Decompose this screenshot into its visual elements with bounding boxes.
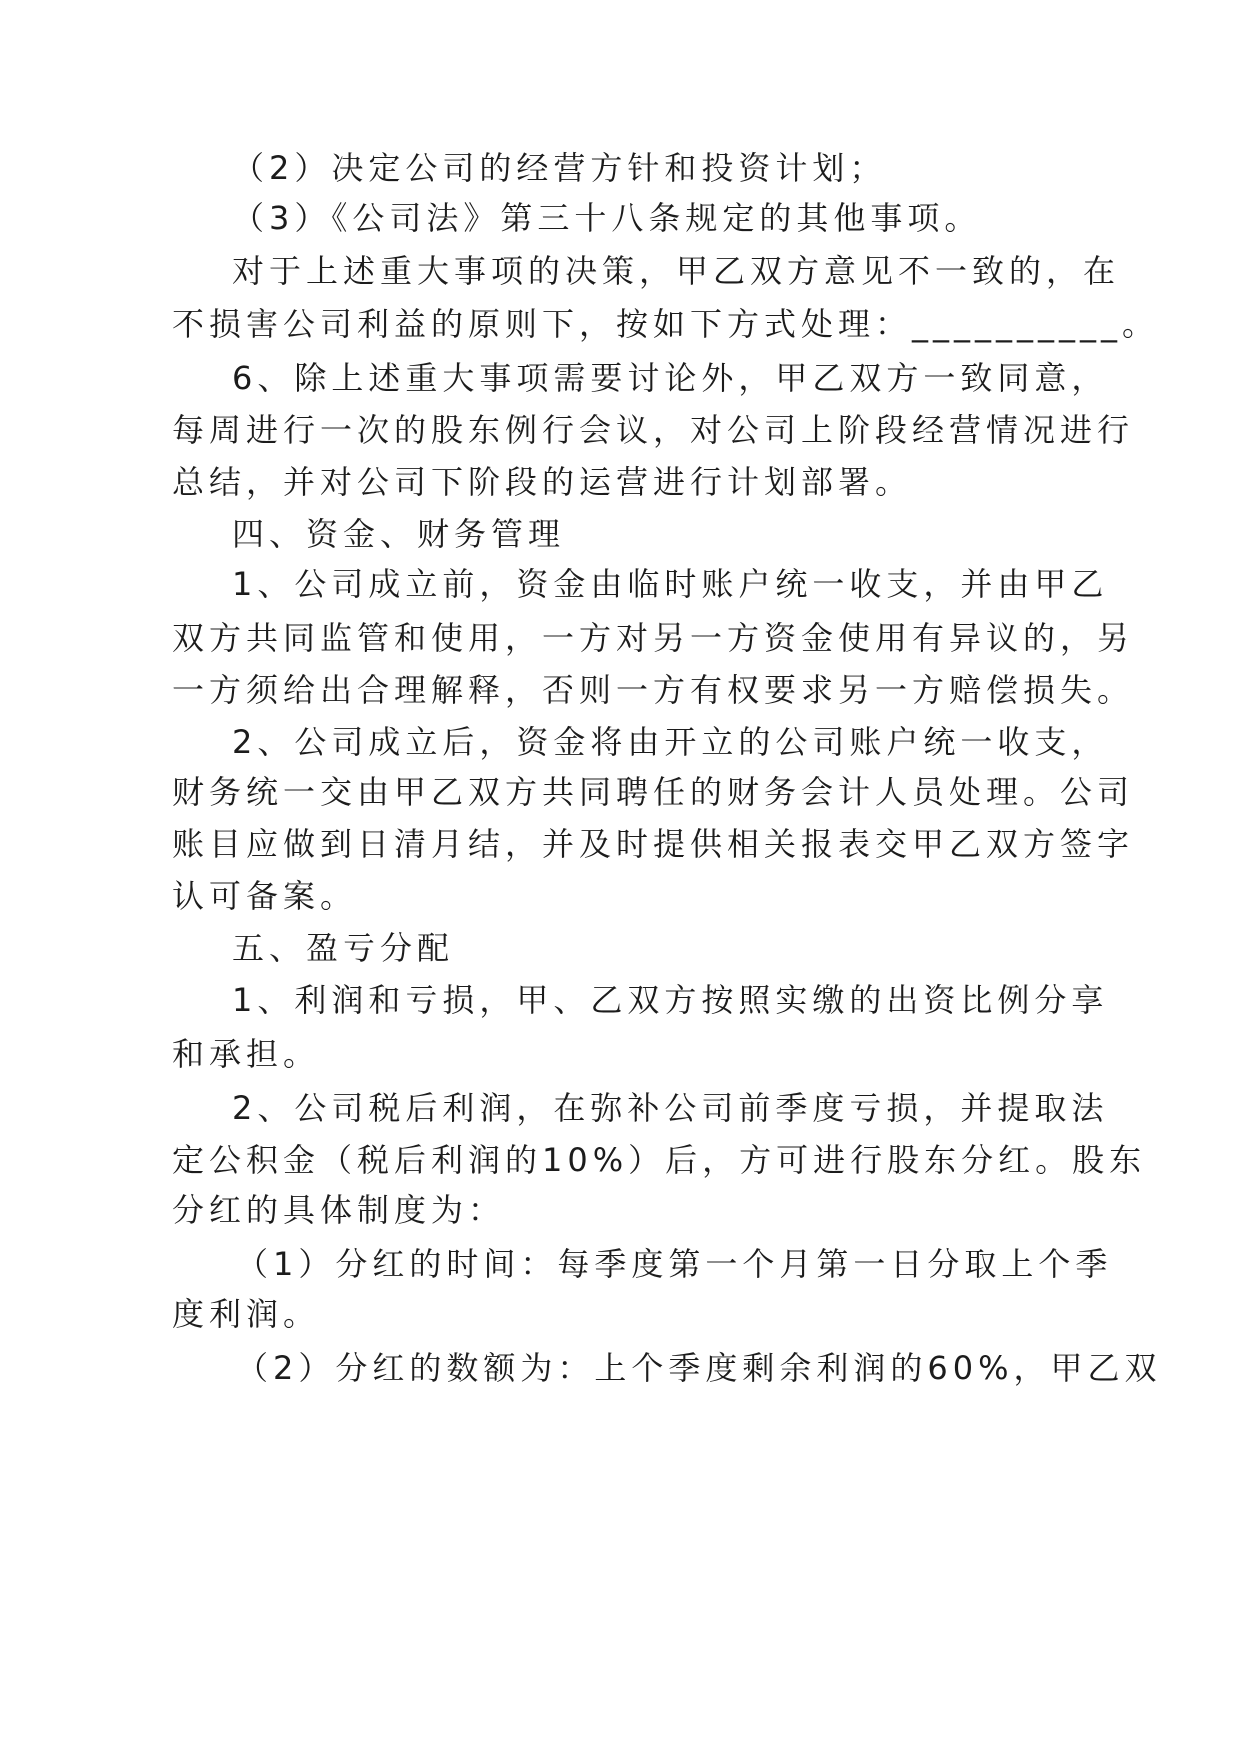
text-line: 6、除上述重大事项需要讨论外，甲乙双方一致同意， xyxy=(232,359,1109,397)
text-line: 2、公司税后利润，在弥补公司前季度亏损，并提取法 xyxy=(232,1089,1109,1127)
text-line: 账目应做到日清月结，并及时提供相关报表交甲乙双方签字 xyxy=(172,825,1135,863)
text-line: 1、公司成立前，资金由临时账户统一收支，并由甲乙 xyxy=(232,565,1109,603)
section-heading: 五、盈亏分配 xyxy=(232,929,455,967)
text-line: 和承担。 xyxy=(172,1035,321,1073)
text-line: 总结，并对公司下阶段的运营进行计划部署。 xyxy=(172,463,913,501)
text-line: 认可备案。 xyxy=(172,877,358,915)
text-line: 每周进行一次的股东例行会议，对公司上阶段经营情况进行 xyxy=(172,411,1135,449)
text-line: 一方须给出合理解释，否则一方有权要求另一方赔偿损失。 xyxy=(172,671,1135,709)
section-heading: 四、资金、财务管理 xyxy=(232,515,566,553)
text-line: 双方共同监管和使用，一方对另一方资金使用有异议的，另 xyxy=(172,619,1135,657)
text-line: 不损害公司利益的原则下，按如下方式处理：__________。 xyxy=(172,305,1160,343)
text-line: （3）《公司法》第三十八条规定的其他事项。 xyxy=(232,199,982,237)
text-line: 1、利润和亏损，甲、乙双方按照实缴的出资比例分享 xyxy=(232,981,1109,1019)
text-line: 分红的具体制度为： xyxy=(172,1191,506,1229)
text-line: （2）决定公司的经营方针和投资计划； xyxy=(232,149,887,187)
text-line: 2、公司成立后，资金将由开立的公司账户统一收支， xyxy=(232,723,1109,761)
text-line: 度利润。 xyxy=(172,1295,321,1333)
text-line: （1）分红的时间：每季度第一个月第一日分取上个季 xyxy=(236,1245,1113,1283)
text-line: 对于上述重大事项的决策，甲乙双方意见不一致的，在 xyxy=(232,252,1121,290)
text-line: （2）分红的数额为：上个季度剩余利润的60%，甲乙双 xyxy=(236,1349,1162,1387)
text-line: 财务统一交由甲乙双方共同聘任的财务会计人员处理。公司 xyxy=(172,773,1135,811)
text-line: 定公积金（税后利润的10%）后，方可进行股东分红。股东 xyxy=(172,1141,1147,1179)
